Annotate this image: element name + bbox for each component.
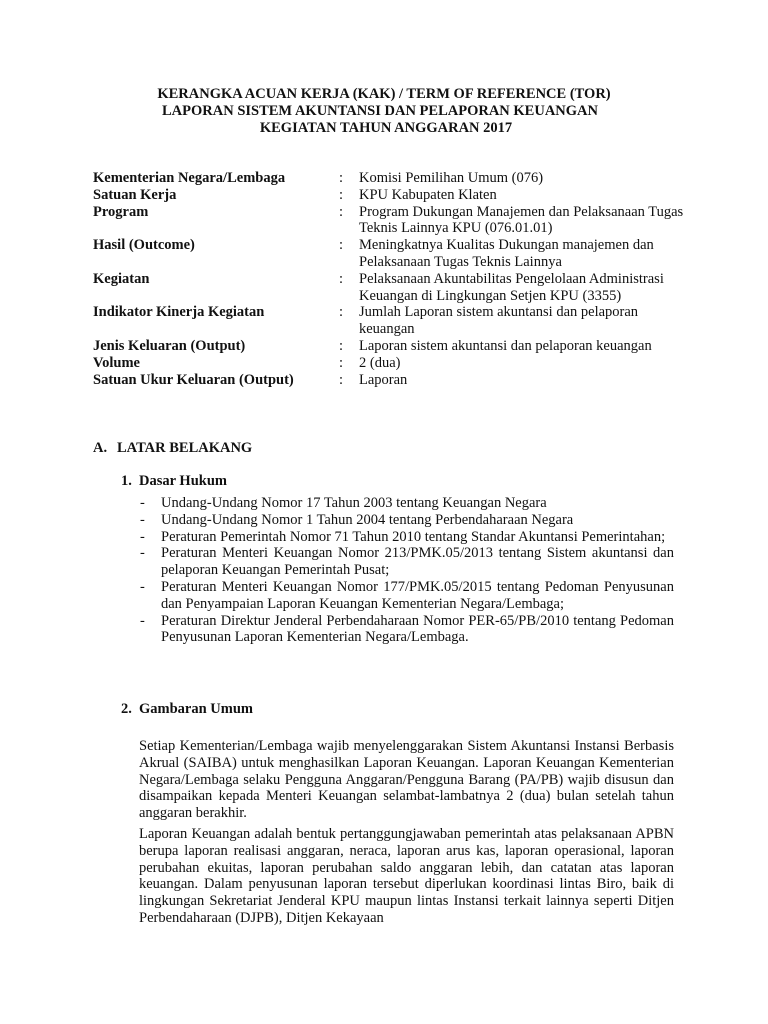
list-item-text: Peraturan Direktur Jenderal Perbendaharaan Nomor PER-65/PB/2010 tentang Pedoman Penyusunan Laporan Kementerian Negara/Lembaga. (161, 612, 674, 646)
list-item-text: Undang-Undang Nomor 17 Tahun 2003 tentang Keuangan Negara (161, 495, 547, 511)
section-a-number: A. (93, 440, 108, 456)
meta-value: Program Dukungan Manajemen dan Pelaksanaan Tugas Teknis Lainnya KPU (076.01.01) (359, 203, 684, 237)
list-item-text: Peraturan Pemerintah Nomor 71 Tahun 2010 tentang Standar Akuntansi Pemerintahan; (161, 528, 666, 545)
meta-key: Program (93, 203, 149, 220)
meta-row (93, 372, 693, 389)
meta-key: Jenis Keluaran (Output) (93, 337, 246, 354)
meta-colon: : (339, 354, 344, 371)
meta-key: Indikator Kinerja Kegiatan (93, 304, 265, 321)
meta-value: Pelaksanaan Akuntabilitas Pengelolaan Administrasi Keuangan di Lingkungan Setjen KPU (3355) (359, 270, 664, 304)
meta-value: KPU Kabupaten Klaten (359, 186, 497, 203)
list-dash: - (140, 495, 145, 511)
list-item (140, 613, 674, 647)
title-line-2: LAPORAN SISTEM AKUNTANSI DAN PELAPORAN KEUANGAN (162, 103, 598, 119)
list-item-text: Undang-Undang Nomor 1 Tahun 2004 tentang Perbendaharaan Negara (161, 511, 574, 528)
title-line-1: KERANGKA ACUAN KERJA (KAK) / TERM OF REFERENCE (TOR) (157, 86, 611, 102)
meta-row (93, 304, 693, 338)
meta-key: Kegiatan (93, 270, 150, 287)
meta-row (93, 355, 693, 372)
subsection-1-number: 1. (121, 473, 132, 489)
meta-value: Laporan sistem akuntansi dan pelaporan keuangan (359, 337, 652, 354)
meta-key: Volume (93, 354, 140, 371)
meta-row (93, 187, 693, 204)
paragraph-2: Laporan Keuangan adalah bentuk pertanggungjawaban pemerintah atas pelaksanaan APBN berupa laporan realisasi anggaran, neraca, laporan arus kas, laporan operasional, laporan perubahan ekuitas, laporan perubahan saldo anggaran lebih, dan catatan atas laporan keuangan. Dalam penyusunan laporan tersebut diperlukan koordinasi lintas Biro, baik di lingkungan Sekretariat Jenderal KPU maupun lintas Instansi terkait lainnya seperti Ditjen Perbendaharaan (DJPB), Ditjen Kekayaan (139, 826, 674, 926)
meta-colon: : (339, 270, 344, 287)
meta-key: Satuan Kerja (93, 186, 177, 203)
meta-value: Laporan (359, 371, 408, 388)
meta-row (93, 204, 693, 238)
meta-row (93, 170, 693, 187)
meta-value: Komisi Pemilihan Umum (076) (359, 170, 544, 186)
meta-value: 2 (dua) (359, 354, 401, 371)
identity-table (93, 170, 693, 388)
list-item (140, 495, 674, 512)
meta-colon: : (339, 304, 344, 321)
document-title (0, 86, 768, 137)
meta-row (93, 338, 693, 355)
list-item (140, 579, 674, 613)
meta-key: Hasil (Outcome) (93, 237, 195, 254)
subsection-2-title: Gambaran Umum (139, 701, 253, 717)
meta-colon: : (339, 371, 344, 388)
list-item-text: Peraturan Menteri Keuangan Nomor 213/PMK.05/2013 tentang Sistem akuntansi dan pelaporan Keuangan Pemerintah Pusat; (161, 545, 674, 579)
list-dash: - (140, 511, 145, 528)
subsection-1-heading (121, 473, 227, 490)
meta-value: Meningkatnya Kualitas Dukungan manajemen dan Pelaksanaan Tugas Teknis Lainnya (359, 237, 654, 270)
meta-row (93, 271, 693, 305)
list-dash: - (140, 528, 145, 545)
section-a-title: LATAR BELAKANG (117, 440, 253, 456)
title-line-3: KEGIATAN TAHUN ANGGARAN 2017 (259, 120, 513, 136)
section-a-heading (93, 440, 252, 457)
legal-basis-list (140, 495, 674, 646)
meta-value: Jumlah Laporan sistem akuntansi dan pelaporan keuangan (359, 304, 639, 338)
list-dash: - (140, 578, 145, 595)
meta-key: Satuan Ukur Keluaran (Output) (93, 371, 294, 388)
list-item (140, 529, 674, 546)
meta-colon: : (339, 170, 344, 186)
meta-colon: : (339, 337, 344, 354)
meta-colon: : (339, 203, 344, 220)
subsection-2-number: 2. (121, 701, 132, 717)
list-item-text: Peraturan Menteri Keuangan Nomor 177/PMK.05/2015 tentang Pedoman Penyusunan dan Penyampaian Laporan Keuangan Kementerian Negara/Lembaga; (161, 578, 674, 612)
meta-colon: : (339, 186, 344, 203)
list-item (140, 545, 674, 579)
list-dash: - (140, 545, 145, 562)
paragraph-1: Setiap Kementerian/Lembaga wajib menyelenggarakan Sistem Akuntansi Instansi Berbasis Akrual (SAIBA) untuk menghasilkan Laporan Keuangan. Laporan Keuangan Kementerian Negara/Lembaga selaku Pengguna Anggaran/Pengguna Barang (PA/PB) wajib disusun dan disampaikan kepada Menteri Keuangan selambat-lambatnya 2 (dua) bulan setelah tahun anggaran berakhir. (139, 738, 674, 822)
list-item (140, 512, 674, 529)
list-dash: - (140, 612, 145, 629)
subsection-2-heading (121, 701, 253, 718)
meta-row (93, 237, 693, 271)
meta-key: Kementerian Negara/Lembaga (93, 170, 286, 186)
meta-colon: : (339, 237, 344, 254)
subsection-1-title: Dasar Hukum (139, 473, 227, 489)
